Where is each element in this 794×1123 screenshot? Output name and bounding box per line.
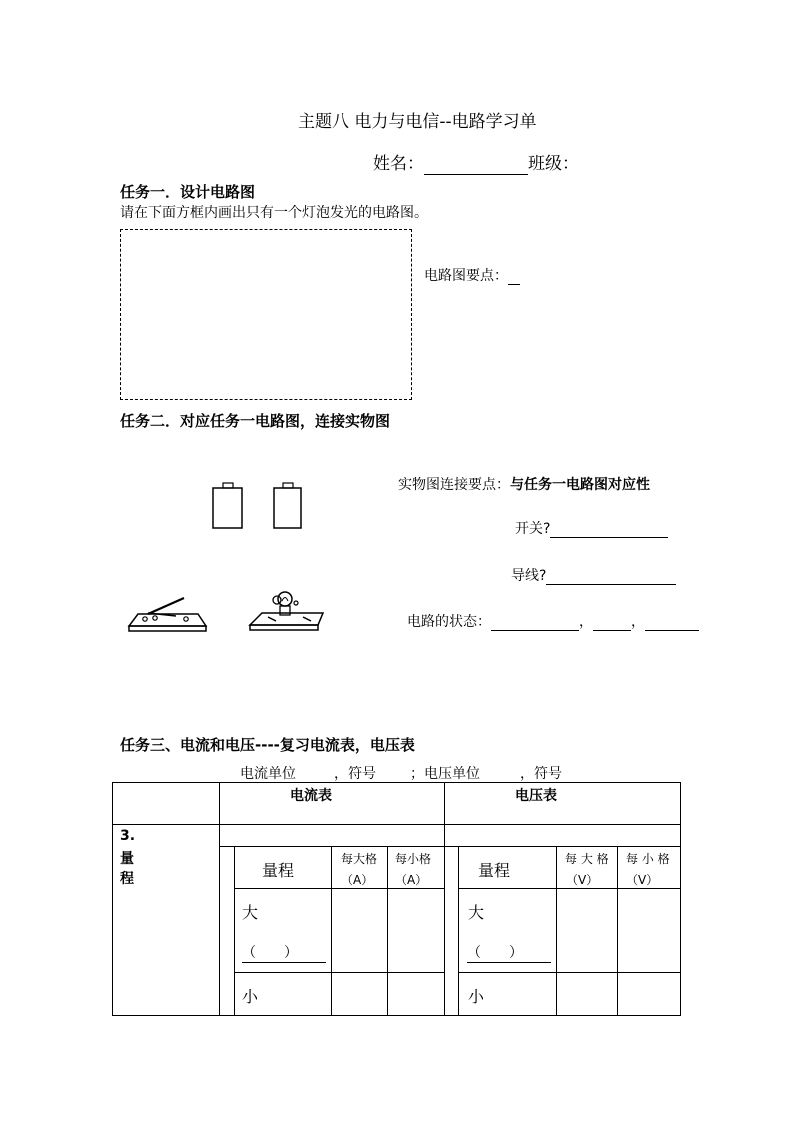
- voltage-small-label: 小: [468, 987, 485, 1006]
- state-sep-2: ，: [631, 614, 645, 630]
- switch-row: [515, 518, 668, 538]
- voltage-unit-blank[interactable]: [480, 766, 520, 783]
- task2-heading: 任务二．对应任务一电路图，连接实物图: [120, 412, 391, 430]
- row-number: 3.: [120, 828, 136, 844]
- task2-points-label: 实物图连接要点：: [398, 477, 510, 493]
- current-unit-label: 电流单位: [240, 766, 296, 782]
- current-paren-close: ）: [284, 945, 298, 961]
- task2-points: [398, 474, 650, 494]
- col-current-header: 电流表: [290, 788, 332, 804]
- task1-points-label: 电路图要点：: [424, 268, 508, 284]
- battery-icon-2: [274, 483, 301, 528]
- switch-label: 开关?: [515, 521, 551, 537]
- battery-icon-1: [213, 483, 242, 528]
- voltage-symbol-label: ，符号: [520, 766, 562, 782]
- state-blank-3[interactable]: [645, 614, 699, 631]
- current-small-div-label: 每小格: [395, 852, 432, 866]
- switch-blank[interactable]: [550, 521, 668, 538]
- task2-points-value: 与任务一电路图对应性: [510, 477, 650, 493]
- voltage-big-div-unit: （V）: [566, 873, 599, 887]
- page-title: 主题八 电力与电信--电路学习单: [298, 112, 537, 132]
- voltage-small-div-label: 每 小 格: [626, 852, 670, 866]
- wire-blank[interactable]: [546, 568, 676, 585]
- voltage-big-label: 大: [468, 903, 485, 922]
- row-label-2: 程: [120, 871, 134, 887]
- current-big-div-label: 每大格: [341, 852, 378, 866]
- current-big-div-unit: （A）: [341, 873, 374, 887]
- current-big-range-field[interactable]: [242, 942, 326, 963]
- voltage-paren-open: （: [467, 945, 481, 961]
- current-symbol-label: ，符号: [334, 766, 376, 782]
- name-class-line: [373, 149, 579, 175]
- state-blank-1[interactable]: [491, 614, 579, 631]
- row-label-1: 量: [120, 851, 134, 867]
- current-big-label: 大: [242, 903, 259, 922]
- col-voltage-header: 电压表: [515, 788, 557, 804]
- task1-heading: 任务一．设计电路图: [120, 183, 256, 201]
- state-blank-2[interactable]: [593, 614, 631, 631]
- task1-instruction: 请在下面方框内画出只有一个灯泡发光的电路图。: [120, 205, 428, 221]
- circuit-drawing-box[interactable]: [120, 229, 412, 400]
- voltage-big-range-field[interactable]: [467, 942, 551, 963]
- current-small-label: 小: [242, 987, 259, 1006]
- current-small-div-unit: （A）: [395, 873, 428, 887]
- units-row: [240, 763, 562, 783]
- voltage-unit-label: ；电压单位: [410, 766, 480, 782]
- task3-heading: 任务三、电流和电压----复习电流表，电压表: [120, 736, 415, 754]
- circuit-state-row: [407, 611, 699, 631]
- wire-row: [511, 565, 676, 585]
- voltage-big-div-label: 每 大 格: [565, 852, 609, 866]
- state-sep-1: ，: [579, 614, 593, 630]
- wire-label: 导线?: [511, 568, 547, 584]
- class-label: 班级：: [528, 154, 579, 174]
- name-blank[interactable]: [424, 154, 528, 175]
- name-label: 姓名：: [373, 154, 424, 174]
- task1-points-blank[interactable]: [508, 268, 520, 285]
- task1-points: [424, 265, 520, 285]
- current-unit-blank[interactable]: [296, 766, 334, 783]
- current-symbol-blank[interactable]: [376, 766, 410, 783]
- current-paren-open: （: [242, 945, 256, 961]
- switch-icon: [126, 596, 210, 636]
- battery-icons: [205, 482, 305, 532]
- bulb-holder-icon: [248, 589, 328, 634]
- circuit-state-label: 电路的状态：: [407, 614, 491, 630]
- current-range-label: 量程: [262, 861, 295, 880]
- voltage-small-div-unit: （V）: [626, 873, 659, 887]
- voltage-range-label: 量程: [478, 861, 511, 880]
- voltage-paren-close: ）: [509, 945, 523, 961]
